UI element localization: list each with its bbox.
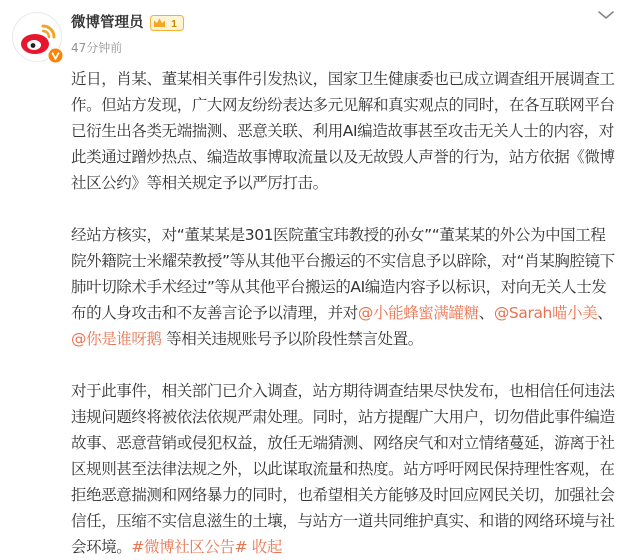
chevron-down-icon[interactable] <box>596 8 616 22</box>
paragraph-verification <box>71 222 619 352</box>
paragraph-verification-text: 经站方核实，对“董某某是301医院董宝玮教授的孙女”“董某某的外公为中国工程院外籍院士米耀荣教授”等从其他平台搬运的不实信息予以辟除，对“肖某胸腔镜下肺叶切除术手术经过”等从其他平台搬运的AI编造内容予以标识，对向无关人士发布的人身攻击和不友善言论予以清理，并对 <box>71 226 615 322</box>
paragraph-appeal <box>71 378 619 560</box>
paragraph-verification-tail: 等相关违规账号予以阶段性禁言处置。 <box>166 330 423 348</box>
hashtag-link[interactable]: #微博社区公告# <box>131 538 248 556</box>
post-timestamp[interactable]: 47分钟前 <box>71 41 123 55</box>
verified-icon <box>48 48 63 63</box>
mention-link[interactable]: @小能蜂蜜满罐糖 <box>357 304 479 322</box>
separator: 、 <box>597 304 613 322</box>
level-badge-number: 1 <box>171 18 177 30</box>
separator: 、 <box>478 304 494 322</box>
crown-level-badge-icon[interactable] <box>150 15 184 31</box>
mention-link[interactable]: @你是谁呀鹅 <box>71 330 162 348</box>
collapse-link[interactable]: 收起 <box>251 538 282 556</box>
author-name[interactable]: 微博管理员 <box>71 15 144 31</box>
paragraph-appeal-text: 对于此事件，相关部门已介入调查，站方期待调查结果尽快发布，也相信任何违法违规问题终将被依法依规严肃处理。同时，站方提醒广大用户，切勿借此事件编造故事、恶意营销或侵犯权益，放任无端猜测、网络戾气和对立情绪蔓延，游离于社区规则甚至法律法规之外，以此谋取流量和热度。站方呼吁网民保持理性客观，在拒绝恶意揣测和网络暴力的同时，也希望相关方能够及时回应网民关切，加强社会信任，压缩不实信息滋生的土壤，与站方一道共同维护真实、和谐的网络环境与社会环境。 <box>71 382 615 556</box>
mention-link[interactable]: @Sarah喵小美 <box>493 304 598 322</box>
paragraph-intro: 近日，肖某、董某相关事件引发热议，国家卫生健康委也已成立调查组开展调查工作。但站方发现，广大网友纷纷表达多元见解和真实观点的同时，在各互联网平台已衍生出各类无端揣测、恶意关联、利用AI编造故事甚至攻击无关人士的内容，对此类通过蹭炒热点、编造故事博取流量以及无故毁人声誉的行为，站方依据《微博社区公约》等相关规定予以严厉打击。 <box>71 70 615 192</box>
post-content <box>71 66 619 560</box>
